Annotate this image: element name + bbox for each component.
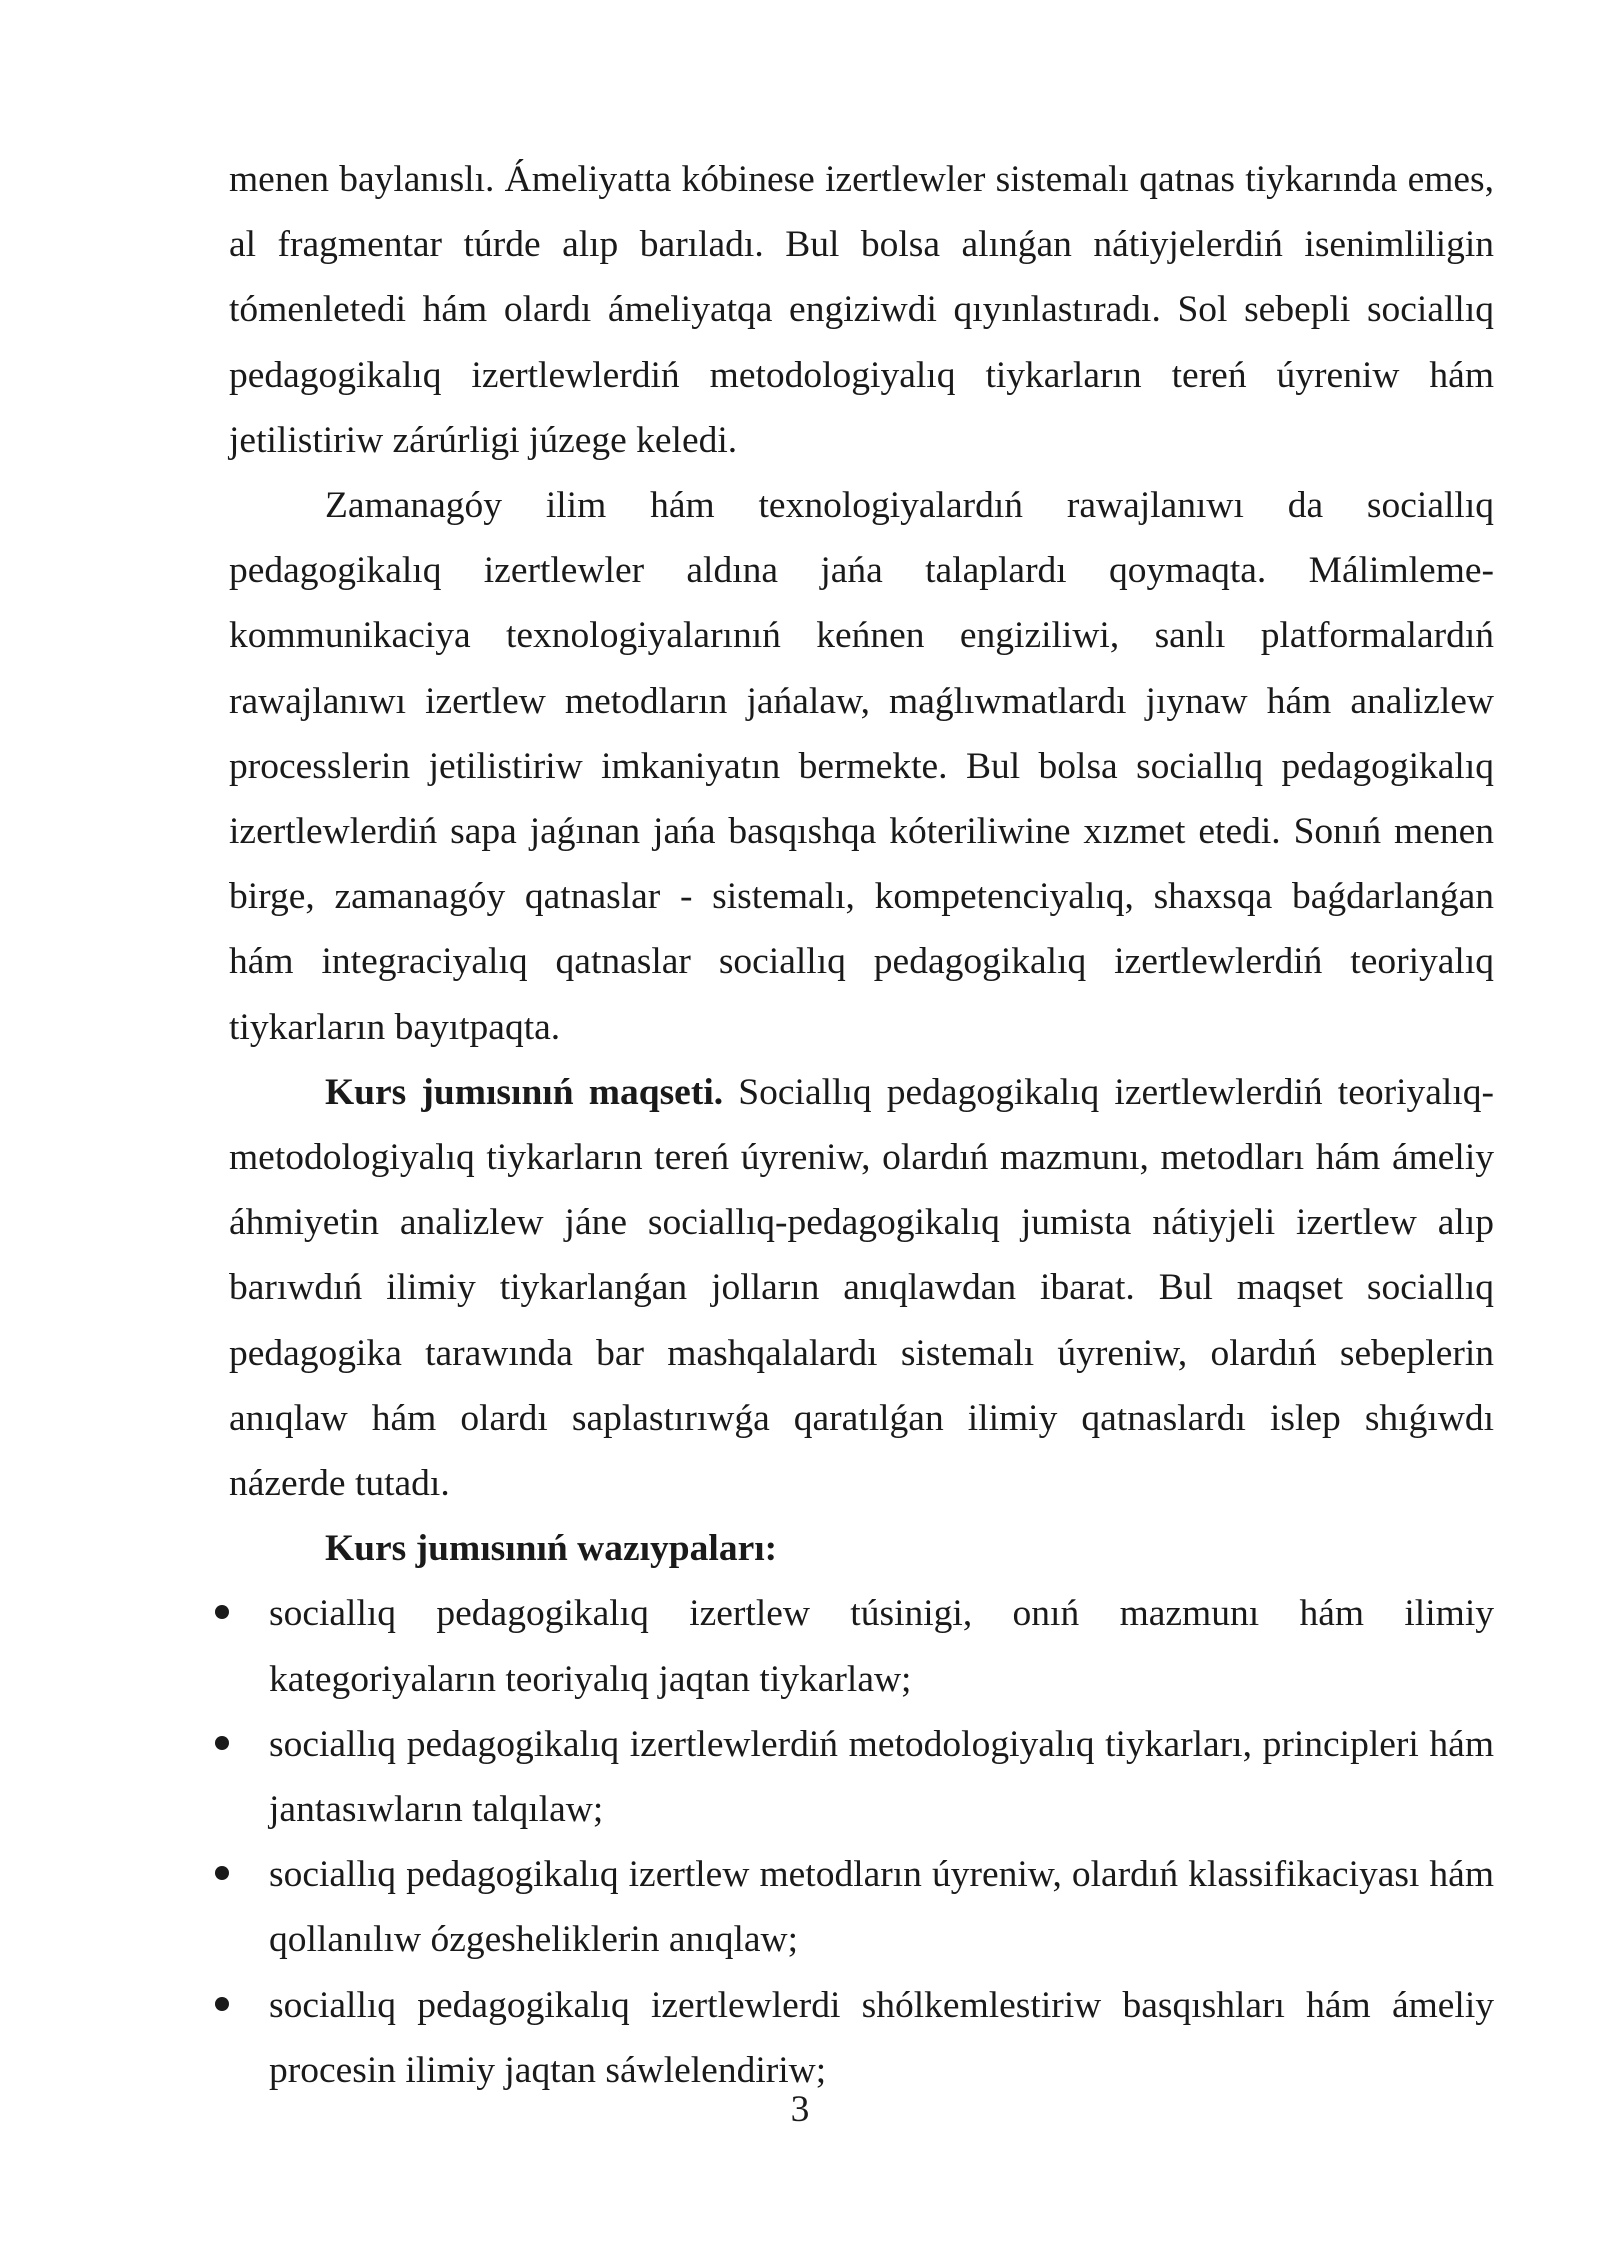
paragraph-course-goal [229,1060,1494,1516]
paragraph-modern-science: Zamanagóy ilim hám texnologiyalardıń rawajlanıwı da sociallıq pedagogikalıq izertlewler aldına jańa talaplardı qoymaqta. Málimleme-kommunikaciya texnologiyalarınıń keńnen engiziliwi, sanlı platformalardıń rawajlanıwı izertlew metodların jańalaw, maǵlıwmatlardı jıynaw hám analizlew processlerin jetilistiriw imkaniyatın bermekte. Bul bolsa sociallıq pedagogikalıq izertlewlerdiń sapa jaǵınan jańa basqıshqa kóteriliwine xızmet etedi. Sonıń menen birge, zamanagóy qatnaslar - sistemalı, kompetenciyalıq, shaxsqa baǵdarlanǵan hám integraciyalıq qatnaslar sociallıq pedagogikalıq izertlewlerdiń teoriyalıq tiykarların bayıtpaqta. [229,485,1494,1048]
paragraph-continuation: menen baylanıslı. Ámeliyatta kóbinese izertlewler sistemalı qatnas tiykarında emes, al fragmentar túrde alıp barıladı. Bul bolsa alınǵan nátiyjelerdiń isenimliligin tómenletedi hám olardı ámeliyatqa engiziwdi qıyınlastıradı. Sol sebepli sociallıq pedagogikalıq izertlewlerdiń metodologiyalıq tiykarların tereń úyreniw hám jetilistiriw zárúrligi júzege keledi. [229,159,1494,461]
course-tasks-list [229,1581,1494,2103]
list-item-text: sociallıq pedagogikalıq izertlewlerdiń metodologiyalıq tiykarları, principleri hám jantasıwların talqılaw; [269,1723,1494,1831]
page-content [229,147,1494,2103]
list-item-text: sociallıq pedagogikalıq izertlew túsinigi, onıń mazmunı hám ilimiy kategoriyaların teoriyalıq jaqtan tiykarlaw; [269,1593,1494,1700]
list-item [229,1842,1494,1972]
course-tasks-heading: Kurs jumısınıń wazıypaları: [325,1528,778,1570]
list-item-text: sociallıq pedagogikalıq izertlewlerdi shólkemlestiriw basqıshları hám ámeliy procesin ilimiy jaqtan sáwlelendiriw; [269,1984,1494,2091]
course-goal-text: Sociallıq pedagogikalıq izertlewlerdiń teoriyalıq-metodologiyalıq tiykarların tereń úyreniw, olardıń mazmunı, metodları hám ámeliy áhmiyetin analizlew jáne sociallıq-pedagogikalıq jumista nátiyjeli izertlew alıp barıwdıń ilimiy tiykarlanǵan jolların anıqlawdan ibarat. Bul maqset sociallıq pedagogika tarawında bar mashqalalardı sistemalı úyreniw, olardıń sebeplerin anıqlaw hám olardı saplastırıwǵa qaratılǵan ilimiy qatnaslardı islep shıǵıwdı názerde tutadı. [229,1071,1494,1505]
list-item [229,1973,1494,2103]
bullet-icon [215,1736,229,1750]
bullet-icon [215,1866,229,1880]
list-item-text: sociallıq pedagogikalıq izertlew metodların úyreniw, olardıń klassifikaciyası hám qollanılıw ózgesheliklerin anıqlaw; [269,1854,1494,1961]
page-number: 3 [790,2089,810,2130]
bullet-icon [215,1997,229,2011]
bullet-icon [215,1605,229,1619]
list-item [229,1712,1494,1842]
list-item [229,1581,1494,1711]
course-goal-heading: Kurs jumısınıń maqseti. [325,1071,724,1113]
